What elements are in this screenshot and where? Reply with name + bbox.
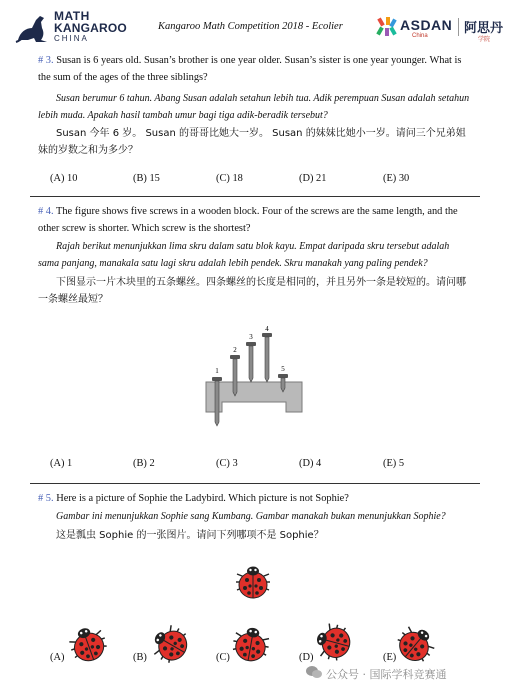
asdan-name: ASDAN: [400, 17, 453, 33]
q4-malay: Rajah berikut menunjukkan lima skru dalam satu blok kayu. Empat daripada skru tersebut adalah sama panjang, manakala satu lagi skru adalah lebih pendek. Skru manakah yang paling pendek?: [38, 241, 450, 269]
q4-en-text: The figure shows five screws in a wooden block. Four of the screws are the same length, and the other screw is shorter. Which screw is the shortest?: [38, 206, 458, 234]
q4-option-e[interactable]: (E) 5: [383, 458, 405, 469]
divider-q4-q5: [30, 483, 480, 484]
ladybird-figures: [0, 560, 506, 670]
ladybird-option-a[interactable]: [66, 623, 111, 666]
ladybird-option-c[interactable]: [231, 625, 272, 664]
q3-english: [38, 52, 470, 86]
screw-label-2: 2: [233, 346, 237, 354]
watermark-text: 公众号 · 国际学科竞赛通: [326, 668, 447, 681]
sophie-reference-ladybird: [236, 567, 270, 599]
q5-option-e[interactable]: (E): [383, 652, 397, 663]
logo-line2: KANGAROO: [54, 21, 127, 35]
competition-title: Kangaroo Math Competition 2018 - Ecolier: [158, 21, 343, 32]
q5-option-a[interactable]: (A): [50, 652, 65, 663]
q3-option-e[interactable]: (E) 30: [383, 173, 410, 184]
q5-option-b[interactable]: (B): [133, 652, 147, 663]
q3-en-text: Susan is 6 years old. Susan’s brother is one year older. Susan’s sister is one year younger. What is the sum of the ages of the three siblings?: [38, 55, 462, 83]
asdan-chinese-sub: 学院: [478, 36, 491, 43]
q5-english: [38, 490, 470, 507]
q4-option-d[interactable]: (D) 4: [299, 458, 322, 469]
page-header: [0, 0, 506, 50]
asdan-sub: China: [412, 33, 428, 39]
screw-label-4: 4: [265, 326, 269, 333]
q3-malay: Susan berumur 6 tahun. Abang Susan adalah setahun lebih tua. Adik perempuan Susan adalah setahun lebih muda. Apakah hasil tambah umur bagi tiga adik-beradik tersebut?: [38, 93, 470, 121]
q3-chinese: Susan 今年 6 岁。 Susan 的哥哥比她大一岁。 Susan 的妹妹比她小一岁。请问三个兄弟姐妹的岁数之和为多少？: [38, 128, 466, 156]
q4-number: # 4.: [38, 206, 54, 217]
q4-option-b[interactable]: (B) 2: [133, 458, 155, 469]
q5-option-d[interactable]: (D): [299, 652, 314, 663]
q5-malay: Gambar ini menunjukkan Sophie sang Kumbang. Gambar manakah bukan menunjukkan Sophie?: [56, 511, 446, 522]
ladybird-option-e[interactable]: [392, 620, 441, 668]
ladybird-option-b[interactable]: [147, 620, 193, 667]
screw-3: [246, 342, 256, 382]
ladybird-option-d[interactable]: [313, 621, 354, 664]
kangaroo-logo-icon: [14, 10, 50, 44]
q4-option-c[interactable]: (C) 3: [216, 458, 238, 469]
screw-4: [262, 333, 272, 382]
question-5: [38, 490, 470, 544]
question-4: [38, 203, 470, 308]
q3-option-a[interactable]: (A) 10: [50, 173, 78, 184]
screws-in-block-figure: [200, 326, 310, 430]
screw-label-3: 3: [249, 333, 253, 341]
q3-number: # 3.: [38, 55, 54, 66]
screw-label-5: 5: [281, 365, 285, 373]
q5-chinese: 这是瓢虫 Sophie 的一张图片。请问下列哪项不是 Sophie？: [56, 530, 324, 541]
logo-line3: CHINA: [54, 34, 89, 43]
q3-option-c[interactable]: (C) 18: [216, 173, 243, 184]
logo-line1: MATH: [54, 9, 90, 23]
logo-wordmark: [54, 10, 127, 43]
screw-label-1: 1: [215, 367, 219, 375]
q5-option-c[interactable]: (C): [216, 652, 230, 663]
q3-option-b[interactable]: (B) 15: [133, 173, 160, 184]
q5-number: # 5.: [38, 493, 54, 504]
q4-chinese: 下图显示一片木块里的五条螺丝。四条螺丝的长度是相同的，并且另外一条是较短的。请问哪一条螺丝最短？: [38, 277, 466, 305]
divider-q3-q4: [30, 196, 480, 197]
asdan-chinese-name: 阿思丹: [464, 21, 504, 36]
asdan-divider: [458, 18, 459, 36]
q5-en-text: Here is a picture of Sophie the Ladybird. Which picture is not Sophie?: [56, 493, 349, 504]
q3-option-d[interactable]: (D) 21: [299, 173, 327, 184]
question-3: [38, 52, 470, 159]
q4-english: [38, 203, 470, 237]
asdan-logo-icon: [376, 16, 398, 38]
q4-option-a[interactable]: (A) 1: [50, 458, 73, 469]
wooden-block: [206, 382, 302, 412]
wechat-icon: [306, 665, 322, 679]
